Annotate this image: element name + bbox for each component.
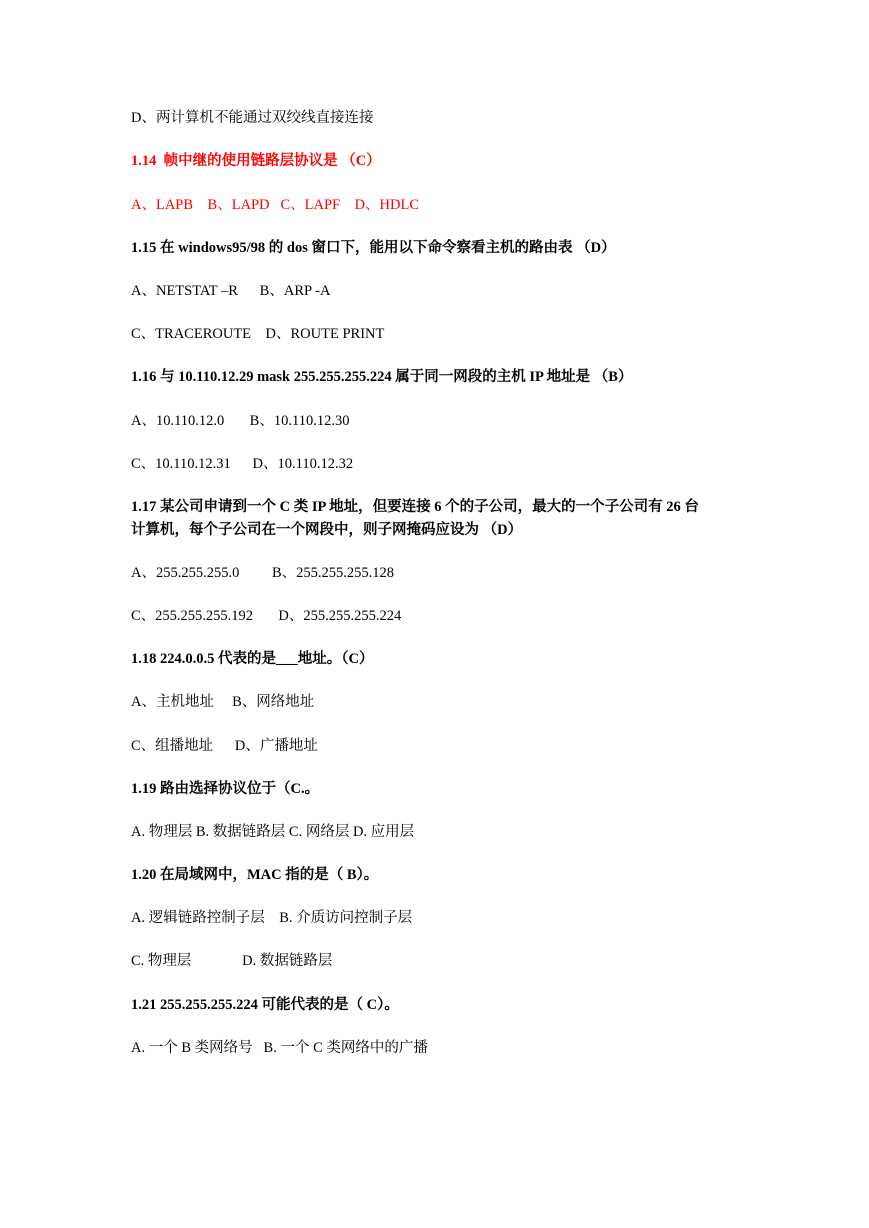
question-line: 1.20 在局域网中，MAC 指的是（ B）。 bbox=[131, 867, 379, 883]
option-line: C. 物理层 D. 数据链路层 bbox=[131, 953, 333, 969]
question-line: 1.21 255.255.255.224 可能代表的是（ C）。 bbox=[131, 997, 399, 1013]
question-line: 1.14 帧中继的使用链路层协议是 （C） bbox=[131, 153, 381, 169]
question-line: 1.19 路由选择协议位于（C.。 bbox=[131, 781, 320, 797]
option-line: A、255.255.255.0 B、255.255.255.128 bbox=[131, 565, 395, 581]
option-line: A. 物理层 B. 数据链路层 C. 网络层 D. 应用层 bbox=[131, 824, 415, 840]
option-line: A、10.110.12.0 B、10.110.12.30 bbox=[131, 413, 350, 429]
option-line: C、255.255.255.192 D、255.255.255.224 bbox=[131, 608, 402, 624]
question-line: 1.15 在 windows95/98 的 dos 窗口下，能用以下命令察看主机的路由表 （D） bbox=[131, 240, 616, 256]
option-line: A、LAPB B、LAPD C、LAPF D、HDLC bbox=[131, 197, 420, 213]
option-line: C、10.110.12.31 D、10.110.12.32 bbox=[131, 456, 354, 472]
question-line: 1.17 某公司申请到一个 C 类 IP 地址，但要连接 6 个的子公司，最大的一个子公司有 26 台 bbox=[131, 499, 699, 515]
option-line: A、NETSTAT –R B、ARP -A bbox=[131, 283, 331, 299]
option-line: C、TRACEROUTE D、ROUTE PRINT bbox=[131, 326, 385, 342]
text-line: D、两计算机不能通过双绞线直接连接 bbox=[131, 110, 374, 126]
question-line: 计算机，每个子公司在一个网段中，则子网掩码应设为 （D） bbox=[131, 522, 523, 538]
option-line: A. 逻辑链路控制子层 B. 介质访问控制子层 bbox=[131, 910, 413, 926]
option-line: A. 一个 B 类网络号 B. 一个 C 类网络中的广播 bbox=[131, 1040, 428, 1056]
option-line: C、组播地址 D、广播地址 bbox=[131, 738, 318, 754]
question-line: 1.16 与 10.110.12.29 mask 255.255.255.224 属于同一网段的主机 IP 地址是 （B） bbox=[131, 369, 633, 385]
option-line: A、主机地址 B、网络地址 bbox=[131, 694, 315, 710]
question-line: 1.18 224.0.0.5 代表的是___地址。（C） bbox=[131, 651, 374, 667]
